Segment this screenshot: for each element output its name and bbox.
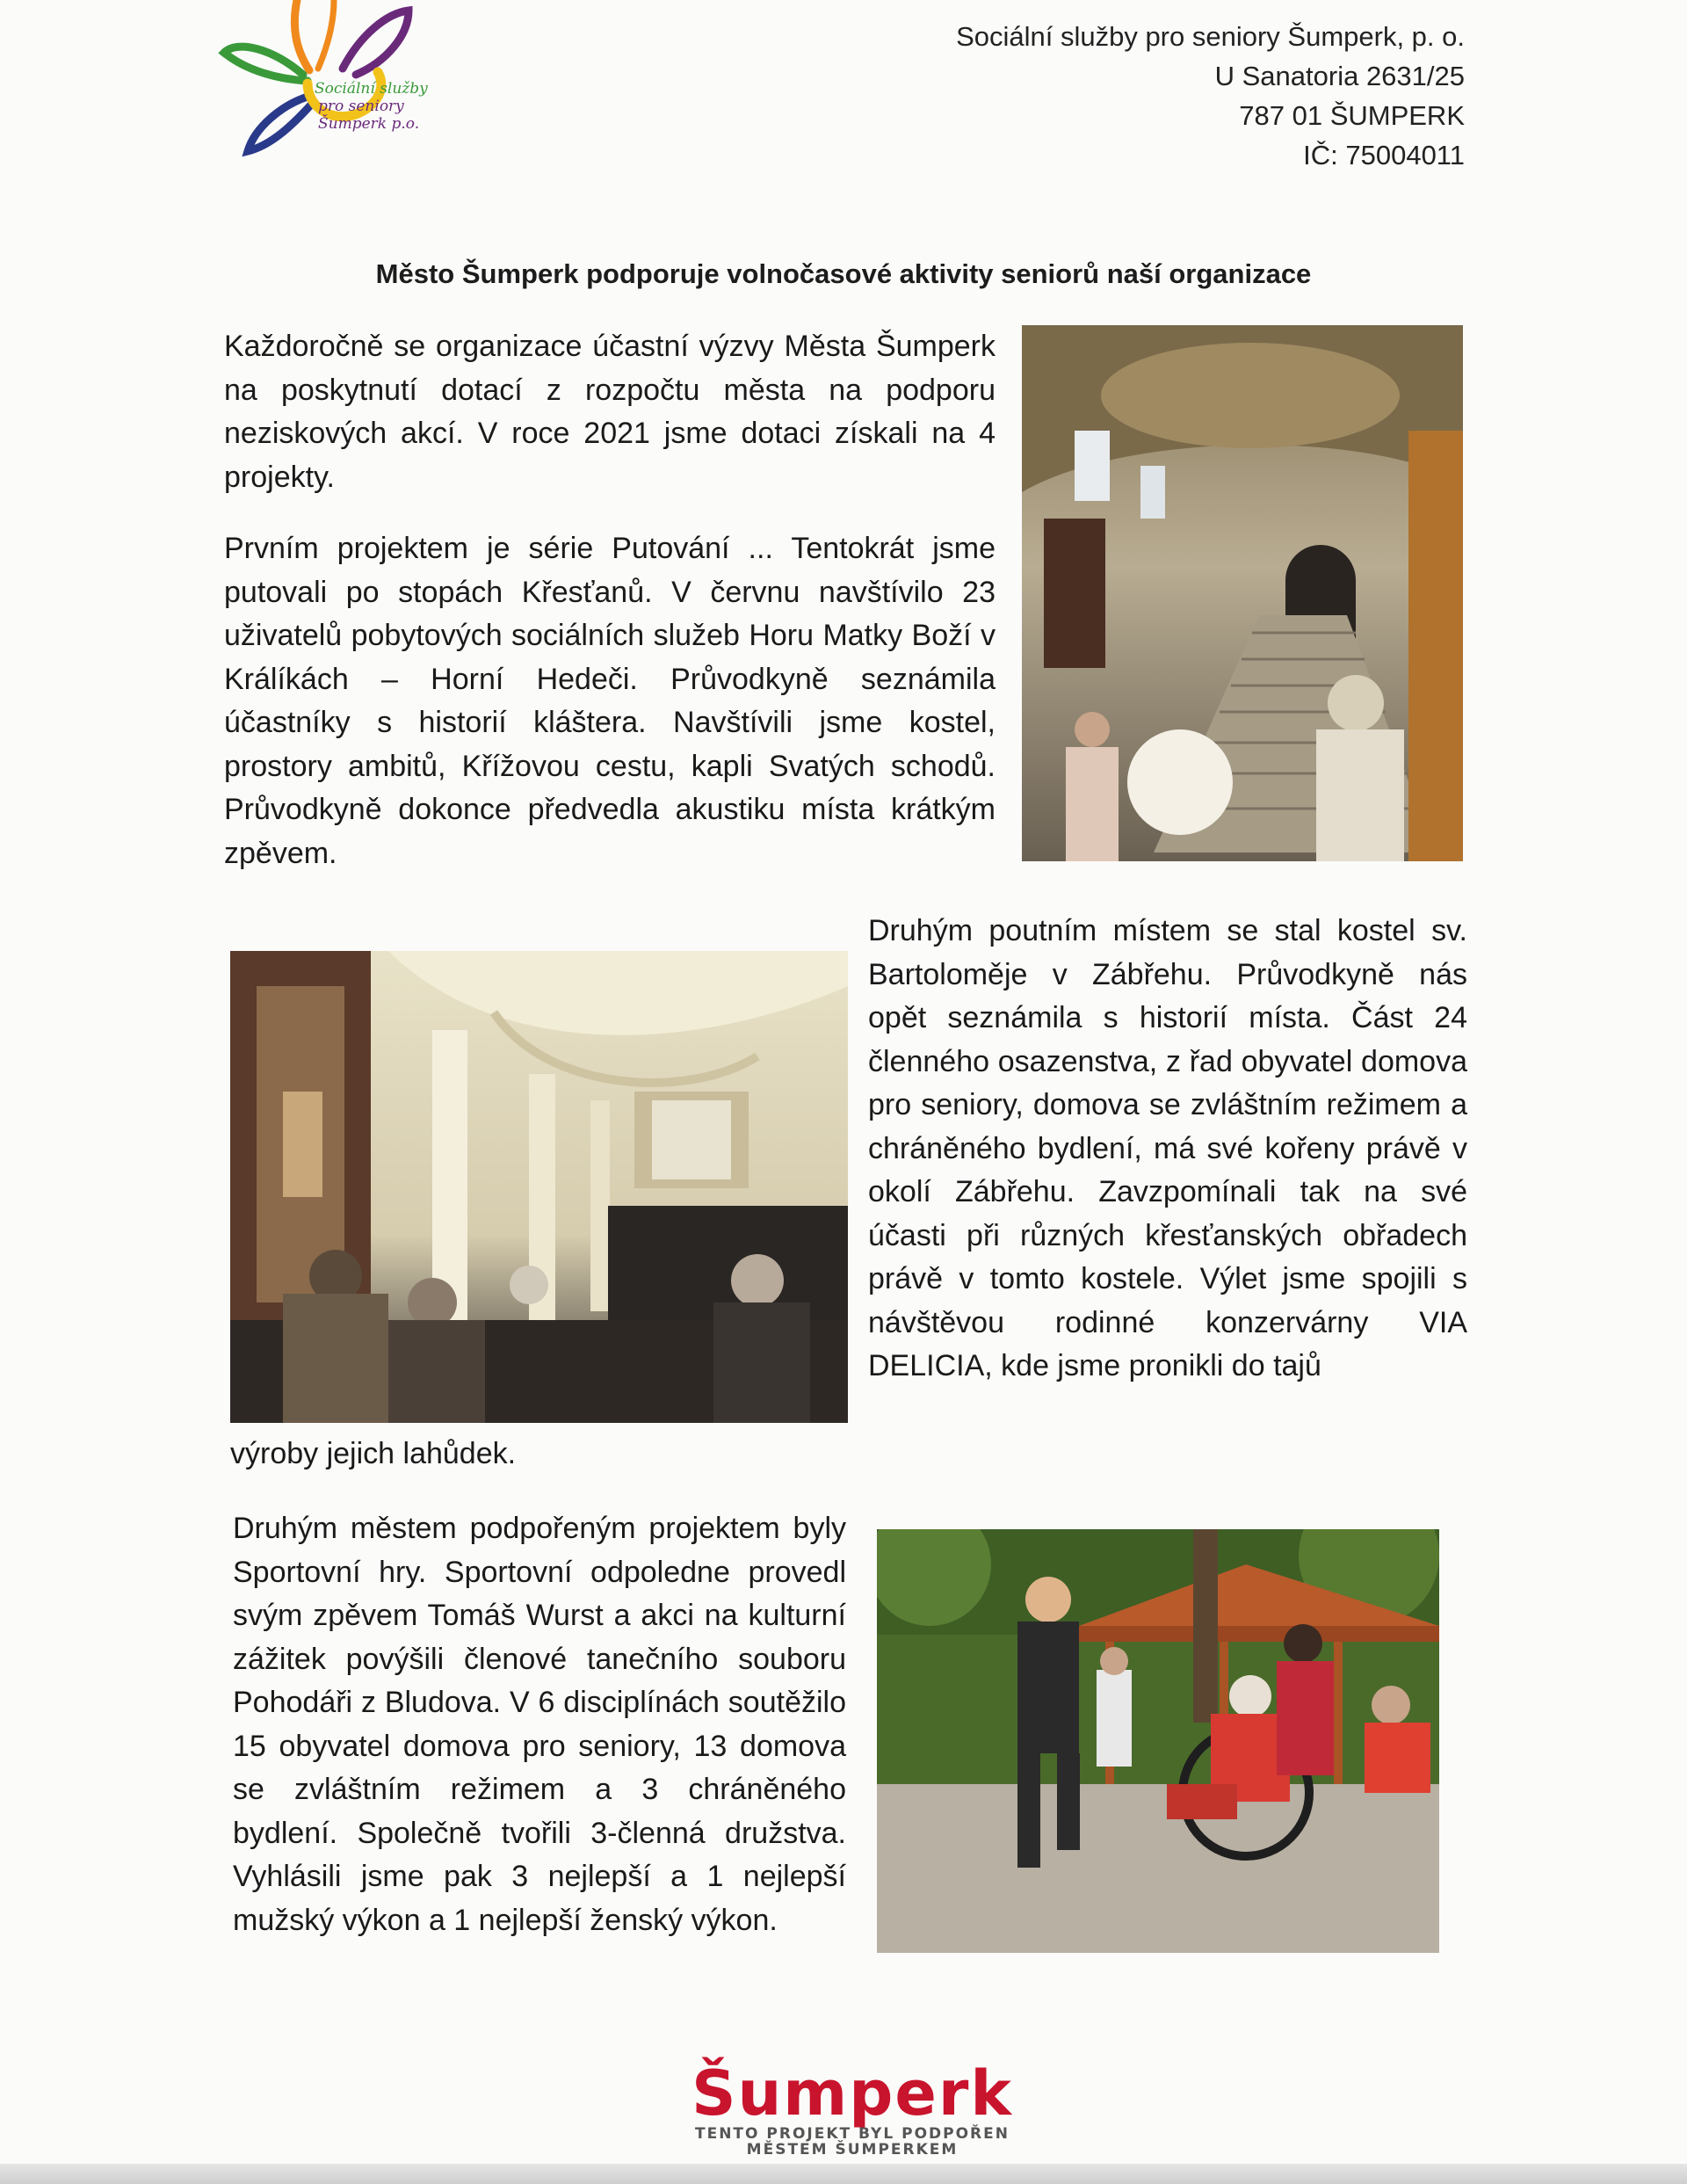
logo-text-line1: Sociální služby	[315, 80, 428, 98]
footer-city-logo	[668, 2057, 1037, 2159]
photo-holy-stairs	[1022, 325, 1463, 861]
paragraph-first-project: Prvním projektem je série Putování ... Tentokrát jsme putovali po stopách Křesťanů. V červnu navštívilo 23 uživatelů pobytových sociálních služeb Horu Matky Boží v Králíkách – Horní Hedeči. Průvodkyně seznámila účastníky s historií kláštera. Navštívili jsme kostel, prostory ambitů, Křížovou cestu, kapli Svatých schodů. Průvodkyně dokonce předvedla akustiku místa krátkým zpěvem.	[224, 532, 996, 870]
header-ico: IČ: 75004011	[1303, 140, 1465, 171]
photo-sports-games	[877, 1529, 1439, 1953]
paragraph-second-pilgrimage: Druhým poutním místem se stal kostel sv. Bartoloměje v Zábřehu. Průvodkyně nás opět seznámila s historií místa. Část 24 členného osazenstva, z řad obyvatel domova pro seniory, domova se zvláštním režimem a chráněného bydlení, má své kořeny právě v okolí Zábřehu. Zavzpomínali tak na své účasti při různých křesťanských obřadech právě v tomto kostele. Výlet jsme spojili s návštěvou rodinné konzervárny VIA DELICIA, kde jsme pronikli do tajů	[868, 914, 1467, 1382]
scan-bottom-edge	[0, 2164, 1687, 2184]
paragraph-intro: Každoročně se organizace účastní výzvy Města Šumperk na poskytnutí dotací z rozpočtu města na podporu neziskových akcí. V roce 2021 jsme dotaci získali na 4 projekty.	[224, 330, 996, 494]
paragraph-sports-games: Druhým městem podpořeným projektem byly Sportovní hry. Sportovní odpoledne provedl svým zpěvem Tomáš Wurst a akci na kulturní zážitek povýšili členové tanečního souboru Pohodáři z Bludova. V 6 disciplínách soutěžilo 15 obyvatel domova pro seniory, 13 domova se zvláštním režimem a 3 chráněného bydlení. Společně tvořili 3-členná družstva. Vyhlásili jsme pak 3 nejlepší a 1 nejlepší mužský výkon a 1 nejlepší ženský výkon.	[233, 1512, 846, 1937]
organization-logo	[211, 0, 457, 158]
photo-church-interior	[230, 951, 848, 1423]
paragraph-second-pilgrimage-continued: výroby jejich lahůdek.	[230, 1437, 517, 1470]
header-org-name: Sociální služby pro seniory Šumperk, p. o.	[956, 21, 1465, 52]
page-title: Město Šumperk podporuje volnočasové aktivity seniorů naší organizace	[375, 258, 1312, 289]
header-street: U Sanatoria 2631/25	[1214, 61, 1465, 91]
header-city: 787 01 ŠUMPERK	[1239, 100, 1465, 131]
flower-petals-icon	[211, 0, 457, 158]
logo-text-line2: pro seniory	[318, 98, 404, 115]
logo-text-line3: Šumperk p.o.	[318, 115, 420, 133]
footer-brand-word: Šumperk	[691, 2057, 1013, 2130]
footer-supported-by-line1: TENTO PROJEKT BYL PODPOŘEN	[695, 2125, 1010, 2143]
footer-supported-by-line2: MĚSTEM ŠUMPERKEM	[746, 2141, 959, 2159]
